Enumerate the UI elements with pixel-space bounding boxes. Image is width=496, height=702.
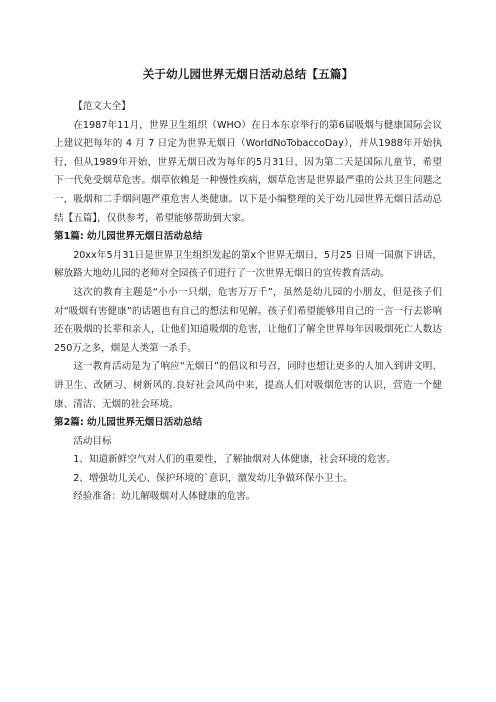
section-paragraph: 经验准备：幼儿解吸烟对人体健康的危害。 [73,491,256,503]
section-paragraph: 20xx年5月31日是世界卫生组织发起的第x个世界无烟日，5月25 日周一国旗下讲话，解放路大地幼儿园的老师对全园孩子们进行了一次世界无烟日的宣传教育活动。 [54,249,442,280]
section-paragraph: 1、知道新鲜空气对人们的重要性，了解抽烟对人体健康，社会环境的危害。 [73,454,396,466]
section-paragraph: 活动目标 [73,435,112,447]
section-paragraph: 2、增强幼儿关心、保护环境的`意识，激发幼儿争做环保小卫士。 [73,472,353,484]
section-paragraph: 这一教育活动是为了响应“无烟日”的倡议和号召，同时也想让更多的人加入到讲文明、讲卫生、改陋习、树新风的.良好社会风尚中来，提高人们对吸烟危害的认识，营造一个健康、清洁、无烟的社会环境。 [54,361,442,410]
section-heading: 第1篇: 幼儿园世界无烟日活动总结 [54,231,203,243]
section-heading: 第2篇: 幼儿园世界无烟日活动总结 [54,417,203,429]
section-paragraph: 这次的教育主题是“小小一只烟，危害万万千”，虽然是幼儿园的小朋友，但是孩子们对“吸烟有害健康”的话题也有自己的想法和见解。孩子们希望能够用自己的一言一行去影响还在吸烟的长辈和亲人，让他们知道吸烟的危害，让他们了解全世界每年因吸烟死亡人数达250万之多，烟是人类第一杀手。 [54,286,442,354]
document-body [54,98,442,507]
intro-paragraph: 在1987年11月，世界卫生组织（WHO）在日本东京举行的第6届吸烟与健康国际会议上建议把每年的 4 月 7 日定为世界无烟日（WorldNoTobaccoDay），并从1988年开始执行，但从1989年开始，世界无烟日改为每年的5月31日，因为第二天是国际儿童节，希望下一代免受烟草危害。烟草依赖是一种慢性疾病，烟草危害是世界最严重的公共卫生问题之一，吸烟和二手烟问题严重危害人类健康。以下是小编整理的关于幼儿园世界无烟日活动总结【五篇】，仅供参考，希望能够帮助到大家。 [54,119,442,224]
category-tag: 【范文大全】 [73,101,131,112]
document-title: 关于幼儿园世界无烟日活动总结【五篇】 [142,67,354,81]
